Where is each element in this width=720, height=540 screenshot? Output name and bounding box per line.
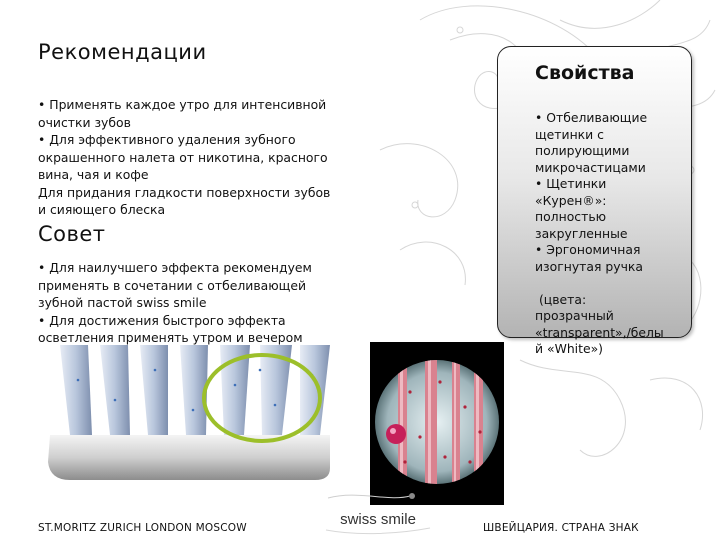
recommendations-text [38,96,383,219]
properties-title: Свойства [535,62,635,84]
advice-line: зубной пастой swiss smile [38,295,207,310]
properties-text [535,110,685,358]
properties-line: • Щетинки [535,176,607,191]
recommendations-line: окрашенного налета от никотина, красного [38,149,328,165]
properties-line: «transparent»,/белы [535,324,664,340]
properties-line: микрочастицами [535,159,646,175]
properties-line: полирующими [535,143,630,158]
toothbrush-head-image [30,340,340,490]
advice-line: • Для наилучшего эффекта рекомендуем [38,260,312,275]
properties-line [535,275,685,292]
recommendations-line: вина, чая и кофе [38,167,149,182]
advice-line: осветления применять утром и вечером [38,330,303,345]
swiss-smile-logo [318,490,438,535]
advice-text [38,259,383,347]
properties-line: закругленные [535,225,628,241]
footer-cities: ST.MORITZ ZURICH LONDON MOSCOW [38,522,247,534]
recommendations-line: и сияющего блеска [38,202,166,217]
advice-line: • Для достижения быстрого эффекта [38,312,286,328]
properties-line: й «White») [535,341,604,356]
properties-line: «Курен®»: [535,192,607,208]
properties-line: щетинки с [535,126,604,142]
properties-line: прозрачный [535,308,614,323]
properties-line: • Отбеливающие [535,110,648,125]
properties-line: полностью [535,209,607,224]
logo-text: swiss smile [340,511,416,528]
recommendations-line: очистки зубов [38,114,131,130]
advice-line: применять в сочетании с отбеливающей [38,277,306,293]
bristle-microscope-image [370,342,504,505]
recommendations-line: • Применять каждое утро для интенсивной [38,97,327,112]
footer-slogan: ШВЕЙЦАРИЯ. СТРАНА ЗНАК [483,522,639,534]
advice-title: Совет [38,222,106,246]
recommendations-title: Рекомендации [38,40,207,64]
properties-line: изогнутая ручка [535,258,643,274]
recommendations-line: Для придания гладкости поверхности зубов [38,184,331,200]
properties-line: • Эргономичная [535,242,641,257]
properties-line: (цвета: [535,291,587,307]
recommendations-line: • Для эффективного удаления зубного [38,132,296,147]
